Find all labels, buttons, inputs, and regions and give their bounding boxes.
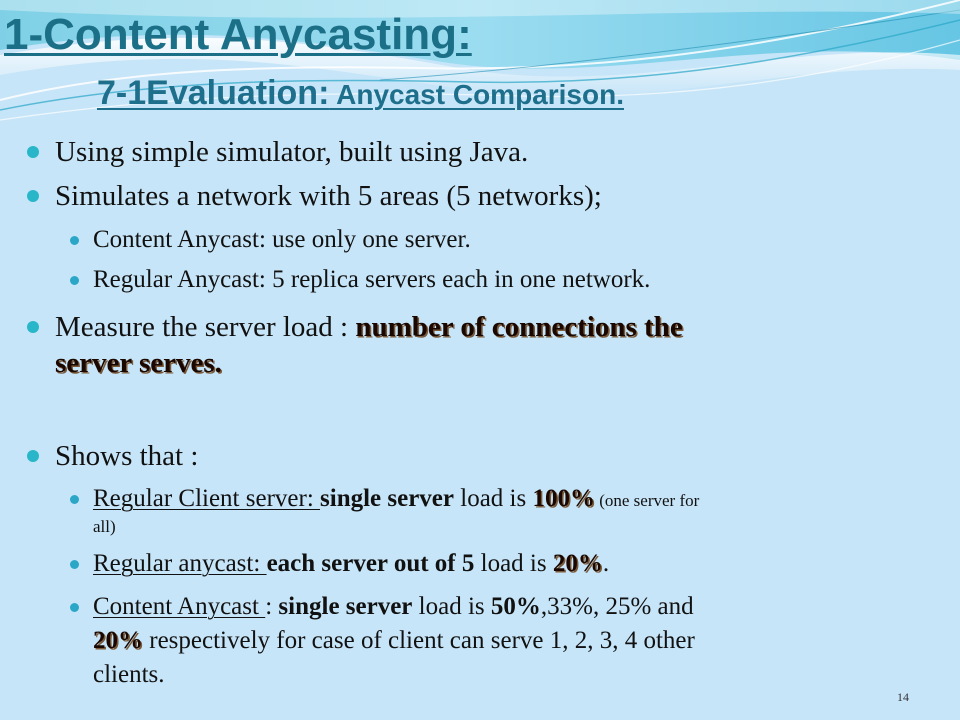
sub-bullet-client-server-cont [93, 512, 116, 540]
page-number: 14 [897, 690, 909, 704]
sub-bullet-content-line2 [93, 625, 695, 656]
measure-emphasis-1: number of connections the [355, 311, 683, 343]
sub-bullet-dot [70, 495, 79, 504]
client-server-note-2: all) [93, 517, 116, 536]
bullet-shows-that: Shows that : [55, 440, 199, 472]
content-rest-2: respectively for case of client can serve 1, 2, 3, 4 other [143, 627, 695, 654]
measure-emphasis-2: server serves. [55, 347, 222, 379]
sub-bullet-dot [70, 276, 79, 285]
client-server-bold: single server [320, 485, 454, 512]
content-rest-1: ,33%, 25% and [540, 593, 694, 620]
sub-bullet-dot [70, 236, 79, 245]
sub-bullet-client-server [93, 483, 699, 516]
sub-bullet-dot [70, 603, 79, 612]
client-server-label: Regular Client server: [93, 485, 321, 512]
content-rest-3: clients. [93, 661, 165, 688]
sub-bullet-content [93, 591, 694, 622]
content-bold: single server [278, 593, 413, 620]
sub-bullet-content-anycast: Content Anycast: use only one server. [93, 226, 471, 253]
sub-bullet-dot [70, 560, 79, 569]
bullet-simulator: Using simple simulator, built using Java. [55, 136, 529, 168]
client-server-mid: load is [454, 485, 533, 512]
regular-bold: each server out of 5 [266, 550, 475, 577]
bullet-dot [27, 146, 39, 158]
regular-mid: load is [474, 550, 553, 577]
measure-text: Measure the server load : [55, 311, 356, 343]
subtitle-main: 7-1Evaluation: [97, 74, 330, 112]
regular-end: . [602, 550, 610, 577]
client-server-value: 100% [532, 485, 595, 512]
sub-bullet-regular [93, 548, 609, 579]
sub-bullet-regular-anycast: Regular Anycast: 5 replica servers each in one network. [93, 266, 651, 293]
bullet-measure [55, 309, 683, 345]
bullet-measure-cont [55, 345, 222, 381]
content-label: Content Anycast [93, 593, 266, 620]
slide-title: 1-Content Anycasting: [4, 10, 472, 59]
sub-bullet-content-line3 [93, 659, 165, 690]
bullet-dot [27, 321, 39, 333]
content-mid: load is [412, 593, 491, 620]
content-value-2: 20% [93, 627, 143, 654]
client-server-note: (one server for [594, 491, 700, 510]
bullet-dot [27, 450, 39, 462]
content-value-1: 50% [490, 593, 541, 620]
bullet-dot [27, 190, 39, 202]
content-colon: : [265, 593, 279, 620]
subtitle-rest: Anycast Comparison. [329, 79, 624, 110]
regular-label: Regular anycast: [93, 550, 267, 577]
bullet-network: Simulates a network with 5 areas (5 networks); [55, 180, 602, 212]
regular-value: 20% [552, 550, 603, 577]
